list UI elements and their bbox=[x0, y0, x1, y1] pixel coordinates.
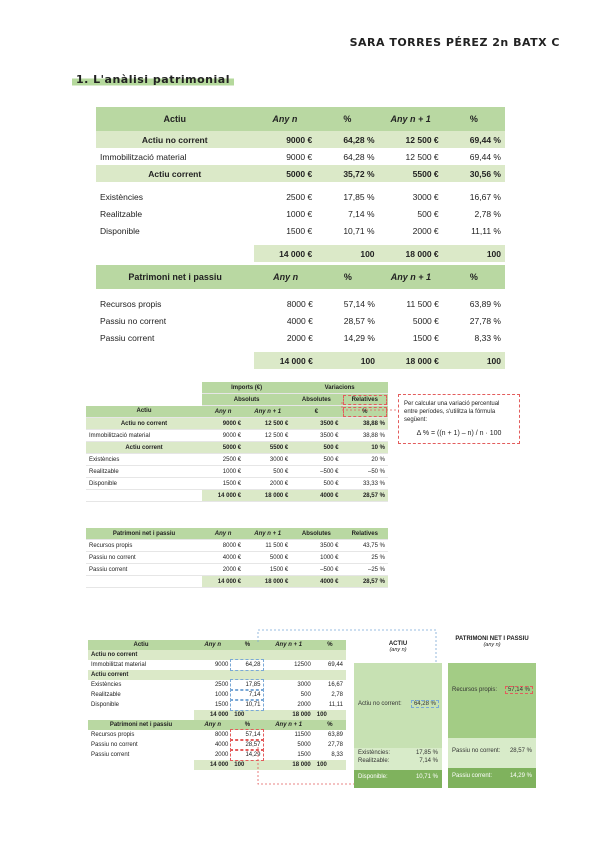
passiu-table bbox=[96, 265, 505, 369]
section-title: 1. L'anàlisi patrimonial bbox=[72, 72, 234, 87]
table-row: Immobilització material 9000 € 64,28 % 12 500 € 69,44 % bbox=[100, 151, 501, 162]
table-header-row: Patrimoni net i passiu Any n % Any n + 1 % bbox=[96, 265, 505, 289]
passiu-diagram-title: PATRIMONI NET I PASSIU (any n) bbox=[455, 636, 529, 648]
table-row: Passiu corrent 2000 € 1500 € –500 € –25 % bbox=[86, 564, 388, 576]
table-row: Disponible 1500 10,71 2000 11,11 bbox=[91, 702, 343, 708]
table-row: Existències 2500 € 17,85 % 3000 € 16,67 % bbox=[100, 191, 501, 202]
table-row: Disponible 1500 € 10,71 % 2000 € 11,11 % bbox=[100, 225, 501, 236]
table-row: Passiu no corrent 4000 28,57 5000 27,78 bbox=[91, 742, 343, 748]
table-row: Actiu corrent 5000 € 5500 € 500 € 10 % bbox=[86, 442, 388, 454]
disp-block: Disponible: 10,71 % bbox=[354, 770, 442, 788]
pnc-block: Passiu no corrent: 28,57 % bbox=[448, 738, 536, 768]
table-row: Existències 2500 € 3000 € 500 € 20 % bbox=[86, 454, 388, 466]
total-row: 14 000 € 18 000 € 4000 € 28,57 % bbox=[86, 490, 388, 502]
total-row: 14 000 € 100 18 000 € 100 bbox=[96, 245, 505, 262]
table-row: Realitzable 1000 € 500 € –500 € –50 % bbox=[86, 466, 388, 478]
table-header-row bbox=[96, 107, 505, 131]
variacions-header: Variacions bbox=[291, 382, 388, 394]
col-header: Actiu bbox=[96, 107, 254, 131]
total-row: 14 000 € 18 000 € 4000 € 28,57 % bbox=[86, 576, 388, 588]
table-row: Passiu corrent 2000 € 14,29 % 1500 € 8,33 % bbox=[100, 332, 501, 343]
col-header: Any n bbox=[254, 107, 317, 131]
table-row: Recursos propis 8000 € 11 500 € 3500 € 43,75 % bbox=[86, 540, 388, 552]
total-row: 14 000 100 18 000 100 bbox=[88, 760, 346, 770]
total-row: 14 000 € 100 18 000 € 100 bbox=[96, 352, 505, 369]
variacions-passiu-table: Patrimoni net i passiu Any n Any n + 1 Absolutes Relatives Recursos propis 8000 € 11 500 € 3500 € 43,75 % Passiu no corrent 4000 € 5000 € 1000 € 25 % Passiu corrent 2000 € 1500 € –500 € –25 % 14 000 € 18 000 € 4000 € 28,57 % bbox=[86, 528, 388, 588]
table-row: Actiu no corrent 9000 € 12 500 € 3500 € 38,88 % bbox=[86, 418, 388, 430]
actiu-table bbox=[96, 107, 505, 262]
author-header: SARA TORRES PÉREZ 2n BATX C bbox=[349, 36, 560, 49]
imports-header: Imports (€) bbox=[202, 382, 291, 394]
table-row: Existències 2500 17,85 3000 16,67 bbox=[91, 682, 343, 688]
actiu-diagram-title: ACTIU (any n) bbox=[388, 641, 408, 653]
col-header: % bbox=[443, 107, 505, 131]
formula-note: Per calcular una variació percentual entre períodes, s'utilitza la fórmula següent: Δ % = ((n + 1) – n) / n · 100 bbox=[398, 394, 520, 444]
col-header: % bbox=[316, 107, 378, 131]
table-row: Actiu no corrent 9000 € 64,28 % 12 500 € 69,44 % bbox=[96, 131, 505, 148]
col-header: Any n + 1 bbox=[379, 107, 443, 131]
table-row: Recursos propis 8000 57,14 11500 63,89 bbox=[91, 732, 343, 738]
table-row: Immobilització material 9000 € 12 500 € 3500 € 38,88 % bbox=[86, 430, 388, 442]
exist-real-block: Existències: 17,85 % Realitzable: 7,14 % bbox=[354, 748, 442, 770]
table-row: Immobilitzat material 9000 64,28 12500 69,44 bbox=[91, 662, 343, 668]
anc-block: Actiu no corrent: 64,28 % bbox=[354, 663, 442, 748]
table-row: Actiu corrent 5000 € 35,72 % 5500 € 30,56 % bbox=[96, 165, 505, 182]
table-row: Realitzable 1000 7,14 500 2,78 bbox=[91, 692, 343, 698]
table-row: Disponible 1500 € 2000 € 500 € 33,33 % bbox=[86, 478, 388, 490]
table-row: Recursos propis 8000 € 57,14 % 11 500 € 63,89 % bbox=[100, 298, 501, 309]
table-row: Passiu corrent 2000 14,29 1500 8,33 bbox=[91, 752, 343, 758]
variacions-actiu-table: Imports (€) Variacions Absoluts Absolutes Relatives Actiu Any n Any n + 1 € % Actiu no corrent 9000 € 12 500 € 3500 € 38,88 % Immobilització material 9000 € 12 500 € 3500 € 38,88 % Actiu corrent 5000 € 5500 € 500 € 10 % Existències 2500 € 3000 € 500 € 20 % Realitzable 1000 € 500 € –500 € –50 % Disponible 1500 € 2000 € 500 € 33,33 % 14 000 € 18 000 € 4000 € 28,57 % bbox=[86, 382, 388, 502]
summary-table: Actiu Any n % Any n + 1 % Actiu no corrent Immobilitzat material 9000 64,28 12500 69,44 Actiu corrent Existències 2500 17,85 3000 16,67 Realitzable 1000 7,14 500 2,78 Disponible 1500 10,71 2000 11,11 14 000 100 18 000 100 Patrimoni net i passiu Any n % Any n + 1 % Recursos propis 8000 57,14 11500 63,89 Passiu no corrent 4000 28,57 5000 27,78 Passiu corrent 2000 14,29 1500 8,33 14 000 100 18 000 100 bbox=[88, 640, 346, 770]
pc-block: Passiu corrent: 14,29 % bbox=[448, 768, 536, 788]
rp-block: Recursos propis: 57,14 % bbox=[448, 663, 536, 738]
table-row: Passiu no corrent 4000 € 5000 € 1000 € 25 % bbox=[86, 552, 388, 564]
total-row: 14 000 100 18 000 100 bbox=[88, 710, 346, 720]
table-row: Realitzable 1000 € 7,14 % 500 € 2,78 % bbox=[100, 208, 501, 219]
table-row: Passiu no corrent 4000 € 28,57 % 5000 € 27,78 % bbox=[100, 315, 501, 326]
